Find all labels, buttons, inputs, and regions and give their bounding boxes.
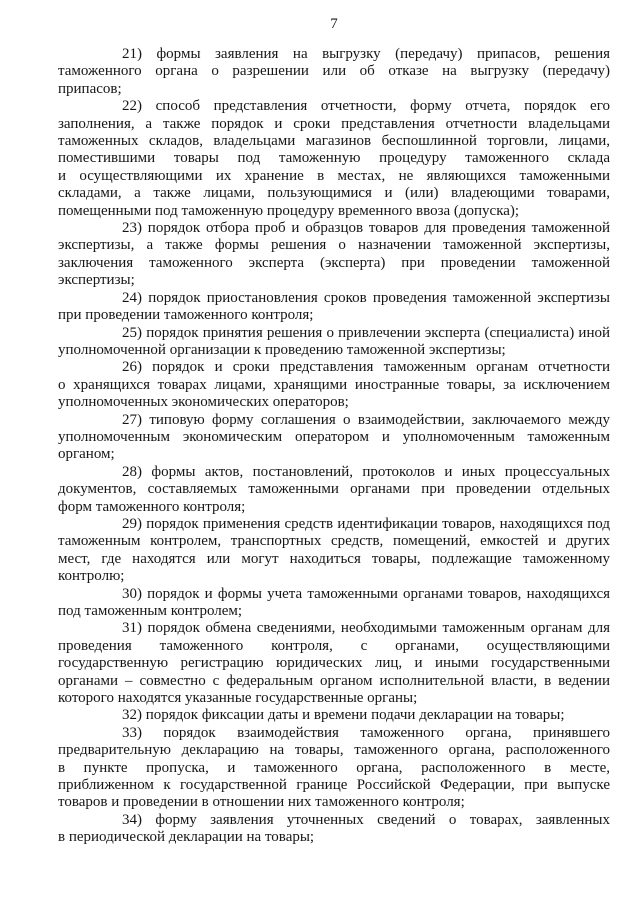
text-line: 28) формы актов, постановлений, протоколов и иных процессуальных [122,463,610,480]
text-line: 30) порядок и формы учета таможенными органами товаров, находящихся [122,585,610,602]
text-line: органами – совместно с федеральным органом исполнительной власти, в ведении [58,672,610,689]
list-item-22 [58,98,610,220]
text-line: 22) способ представления отчетности, форму отчета, порядок его [122,98,610,115]
document-body [58,46,610,847]
text-line: при проведении таможенного контроля; [58,307,314,324]
text-line: приближенном к государственной границе Российской Федерации, при выпуске [58,777,610,794]
text-line: мест, где находятся или могут находиться товары, подлежащие таможенному [58,550,610,567]
list-item-32 [58,707,610,724]
text-line: 25) порядок принятия решения о привлечении эксперта (специалиста) иной [122,324,610,341]
text-line: 33) порядок взаимодействия таможенного органа, принявшего [122,724,610,741]
list-item-28 [58,464,610,516]
text-line: 34) форму заявления уточненных сведений о товарах, заявленных [122,811,610,828]
list-item-33 [58,725,610,812]
text-line: 26) порядок и сроки представления таможенным органам отчетности [122,359,610,376]
page-number: 7 [330,16,338,32]
text-line: 29) порядок применения средств идентификации товаров, находящихся под [122,515,610,532]
text-line: 21) формы заявления на выгрузку (передачу) припасов, решения [122,46,610,62]
text-line: таможенных складов, владельцами магазинов беспошлинной торговли, лицами, [58,133,610,150]
text-line: проведения таможенного контроля, с органами, осуществляющими [58,637,610,654]
document-page [58,0,610,847]
text-line: форм таможенного контроля; [58,498,246,515]
list-item-26 [58,359,610,411]
text-line: в пункте пропуска, и таможенного органа, расположенного в месте, [58,759,610,776]
text-line: 24) порядок приостановления сроков проведения таможенной экспертизы [122,289,610,306]
text-line: документов, составляемых таможенными органами при проведении отдельных [58,481,610,498]
text-line: припасов; [58,80,122,97]
text-line: товаров и проведении в отношении них таможенного контроля; [58,794,465,811]
text-line: экспертизы, а также формы решения о назначении таможенной экспертизы, [58,237,610,254]
text-line: которого находятся указанные государственные органы; [58,690,418,707]
list-item-27 [58,412,610,464]
text-line: уполномоченной организации к проведению таможенной экспертизы; [58,341,506,358]
list-item-23 [58,220,610,290]
text-line: экспертизы; [58,272,135,289]
text-line: помещенными под таможенную процедуру временного ввоза (допуска); [58,202,520,219]
text-line: под таможенным контролем; [58,603,243,619]
text-line: государственную регистрацию юридических лиц, и иными государственными [58,655,610,672]
text-line: заполнения, а также порядок и сроки представления отчетности владельцами [58,115,610,132]
text-line: складами, а также лицами, пользующимися и (или) владеющими товарами, [58,185,610,202]
text-line: о хранящихся товарах лицами, хранящими иностранные товары, за исключением [58,376,610,393]
list-item-30 [58,586,610,621]
text-line: поместившими товары под таможенную процедуру таможенного склада [58,150,610,167]
list-item-29 [58,516,610,586]
list-item-25 [58,325,610,360]
list-item-21 [58,46,610,98]
list-item-34 [58,812,610,847]
list-item-31 [58,620,610,707]
text-line: и осуществляющими их хранение в местах, не являющихся таможенными [58,167,610,184]
text-line: 23) порядок отбора проб и образцов товаров для проведения таможенной [122,220,610,237]
text-line: предварительную декларацию на товары, таможенного органа, расположенного [58,742,610,759]
text-line: таможенного органа о разрешении или об отказе на выгрузку (передачу) [58,63,610,80]
list-item-24 [58,290,610,325]
text-line: 31) порядок обмена сведениями, необходимыми таможенным органам для [122,620,610,637]
text-line: органом; [58,446,115,463]
text-line: уполномоченным экономическим оператором и уполномоченным таможенным [58,428,610,445]
text-line: заключения таможенного эксперта (эксперта) при проведении таможенной [58,254,610,271]
text-line: в периодической декларации на товары; [58,829,315,846]
text-line: 27) типовую форму соглашения о взаимодействии, заключаемого между [122,411,610,428]
text-line: уполномоченных экономических операторов; [58,394,349,411]
text-line: контролю; [58,568,125,585]
text-line: 32) порядок фиксации даты и времени подачи декларации на товары; [122,707,565,724]
text-line: таможенным контролем, транспортных средств, помещений, емкостей и других [58,533,610,550]
